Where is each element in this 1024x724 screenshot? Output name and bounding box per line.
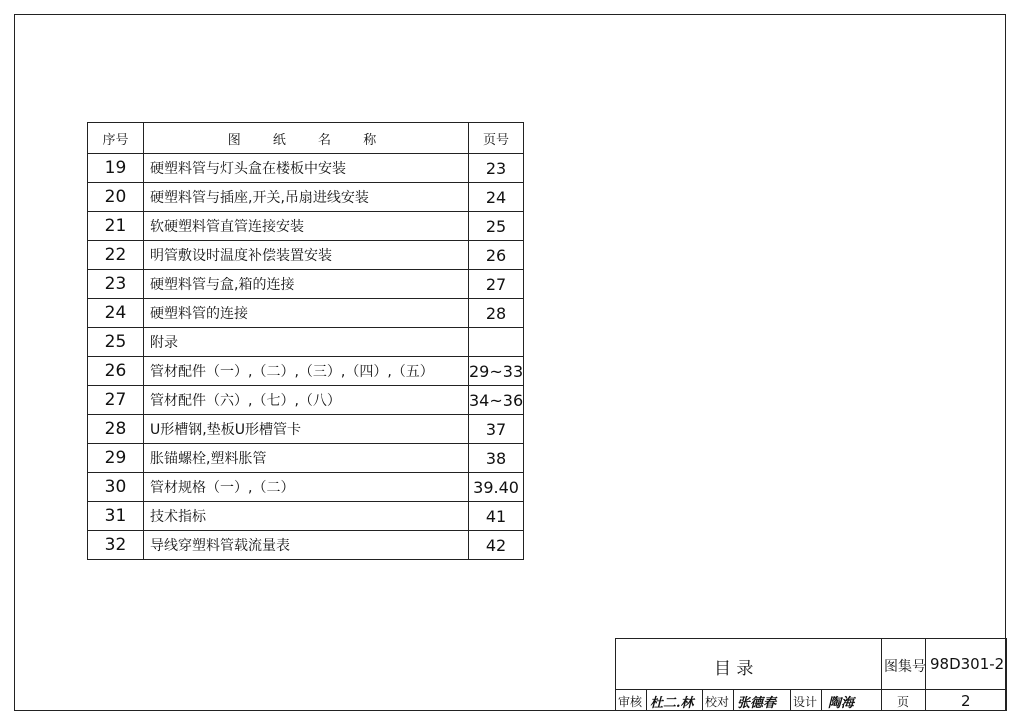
table-row	[88, 531, 524, 560]
row-page: 34~36	[469, 386, 524, 415]
row-page: 26	[469, 241, 524, 270]
row-page: 38	[469, 444, 524, 473]
row-title: 软硬塑料管直管连接安装	[144, 212, 469, 241]
row-page: 29~33	[469, 357, 524, 386]
page-number: 2	[961, 692, 971, 710]
row-title: 明管敷设时温度补偿装置安装	[144, 241, 469, 270]
row-number: 28	[88, 415, 144, 444]
row-page: 23	[469, 154, 524, 183]
table-row	[88, 473, 524, 502]
design-signature: 陶海	[828, 696, 855, 711]
row-page: 24	[469, 183, 524, 212]
table-row	[88, 154, 524, 183]
contents-table	[87, 122, 524, 560]
row-number: 20	[88, 183, 144, 212]
row-number: 27	[88, 386, 144, 415]
row-number: 23	[88, 270, 144, 299]
header-page: 页号	[469, 123, 524, 154]
page-label: 页	[897, 695, 910, 709]
row-title: U形槽钢,垫板U形槽管卡	[144, 415, 469, 444]
atlas-label: 图集号	[884, 659, 926, 675]
row-page: 39.40	[469, 473, 524, 502]
table-row	[88, 212, 524, 241]
row-number: 30	[88, 473, 144, 502]
table-row	[88, 502, 524, 531]
row-title: 附录	[144, 328, 469, 357]
row-page: 42	[469, 531, 524, 560]
row-title: 管材配件（六）,（七）,（八）	[144, 386, 469, 415]
table-header-row	[88, 123, 524, 154]
table-body	[88, 154, 524, 560]
row-title: 管材配件（一）,（二）,（三）,（四）,（五）	[144, 357, 469, 386]
row-number: 29	[88, 444, 144, 473]
row-title: 硬塑料管与插座,开关,吊扇进线安装	[144, 183, 469, 212]
check-label: 校对	[705, 695, 730, 709]
row-number: 21	[88, 212, 144, 241]
row-number: 24	[88, 299, 144, 328]
row-title: 管材规格（一）,（二）	[144, 473, 469, 502]
review-label: 审核	[618, 695, 643, 709]
row-page: 41	[469, 502, 524, 531]
atlas-number: 98D301-2	[930, 655, 1005, 673]
row-title: 硬塑料管与盒,箱的连接	[144, 270, 469, 299]
row-number: 22	[88, 241, 144, 270]
row-number: 25	[88, 328, 144, 357]
table-row	[88, 357, 524, 386]
row-title: 技术指标	[144, 502, 469, 531]
row-title: 胀锚螺栓,塑料胀管	[144, 444, 469, 473]
design-label: 设计	[793, 695, 818, 709]
row-page: 25	[469, 212, 524, 241]
row-number: 31	[88, 502, 144, 531]
row-title: 导线穿塑料管载流量表	[144, 531, 469, 560]
header-no: 序号	[88, 123, 144, 154]
header-name: 图 纸 名 称	[144, 123, 469, 154]
row-page	[469, 328, 524, 357]
table-row	[88, 299, 524, 328]
row-page: 37	[469, 415, 524, 444]
table-row	[88, 270, 524, 299]
row-page: 27	[469, 270, 524, 299]
review-signature: 杜二.林	[650, 696, 694, 711]
table-row	[88, 241, 524, 270]
row-number: 26	[88, 357, 144, 386]
check-signature: 张德春	[737, 696, 777, 711]
title-text: 目 录	[714, 659, 754, 679]
table-row	[88, 328, 524, 357]
table-row	[88, 444, 524, 473]
row-title: 硬塑料管的连接	[144, 299, 469, 328]
table-row	[88, 415, 524, 444]
table-row	[88, 386, 524, 415]
row-number: 19	[88, 154, 144, 183]
table-row	[88, 183, 524, 212]
row-page: 28	[469, 299, 524, 328]
row-title: 硬塑料管与灯头盒在楼板中安装	[144, 154, 469, 183]
row-number: 32	[88, 531, 144, 560]
